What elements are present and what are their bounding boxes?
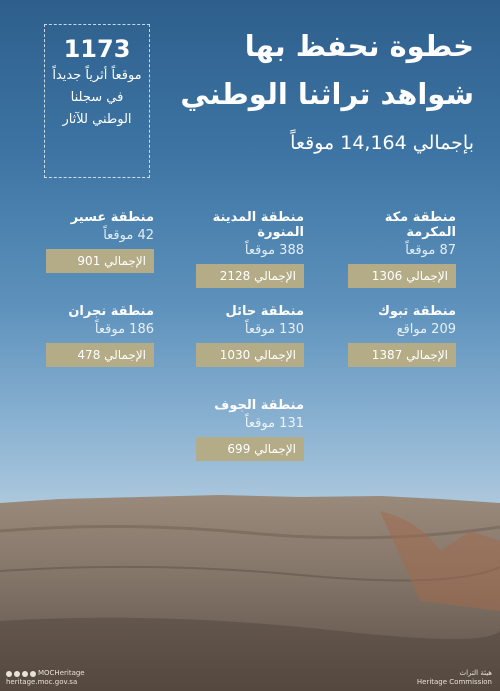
new-sites-badge [44, 24, 150, 178]
region-total: الإجمالي 901 [46, 249, 154, 273]
social-handle[interactable]: MOCHeritage [38, 669, 85, 677]
region-name: منطقة الجوف [214, 398, 304, 413]
region-makkah [348, 210, 456, 288]
headline [174, 22, 474, 154]
region-tabuk [348, 304, 456, 367]
region-total: الإجمالي 1387 [348, 343, 456, 367]
region-asir [46, 210, 154, 273]
headline-line-1: خطوة نحفظ بها [244, 29, 474, 63]
region-total: الإجمالي 699 [196, 437, 304, 461]
region-sites: 186 موقعاً [94, 322, 154, 337]
tiktok-icon[interactable] [22, 671, 28, 677]
new-sites-text: موقعاً أثرياً جديداً في سجلنا الوطني للآثار [52, 68, 142, 127]
region-najran [46, 304, 154, 367]
region-total: الإجمالي 1306 [348, 264, 456, 288]
new-sites-count: 1173 [63, 35, 131, 63]
region-hail [196, 304, 304, 367]
region-total: الإجمالي 478 [46, 343, 154, 367]
region-total: الإجمالي 1030 [196, 343, 304, 367]
region-name: منطقة المدينة المنورة [212, 210, 304, 240]
region-name: منطقة تبوك [377, 304, 456, 319]
region-total: الإجمالي 2128 [196, 264, 304, 288]
heritage-commission-logo [417, 669, 492, 687]
region-name: منطقة عسير [70, 210, 154, 225]
region-name: منطقة حائل [225, 304, 304, 319]
footer-social [6, 669, 85, 687]
region-jouf [196, 398, 304, 461]
region-madinah [196, 210, 304, 288]
region-sites: 209 مواقع [396, 322, 456, 337]
rock-formation-image [0, 491, 500, 691]
logo-english: Heritage Commission [416, 678, 492, 686]
region-sites: 87 موقعاً [405, 243, 456, 258]
logo-arabic: هيئة التراث [459, 669, 492, 677]
region-sites: 42 موقعاً [103, 228, 154, 243]
headline-total: بإجمالي 14,164 موقعاً [290, 132, 474, 154]
region-name: منطقة نجران [68, 304, 154, 319]
region-sites: 130 موقعاً [244, 322, 304, 337]
snapchat-icon[interactable] [14, 671, 20, 677]
x-icon[interactable] [30, 671, 36, 677]
website-url[interactable]: heritage.moc.gov.sa [6, 678, 78, 686]
region-sites: 131 موقعاً [244, 416, 304, 431]
headline-line-2: شواهد تراثنا الوطني [180, 77, 474, 111]
instagram-icon[interactable] [6, 671, 12, 677]
region-sites: 388 موقعاً [244, 243, 304, 258]
region-name: منطقة مكة المكرمة [384, 210, 456, 240]
